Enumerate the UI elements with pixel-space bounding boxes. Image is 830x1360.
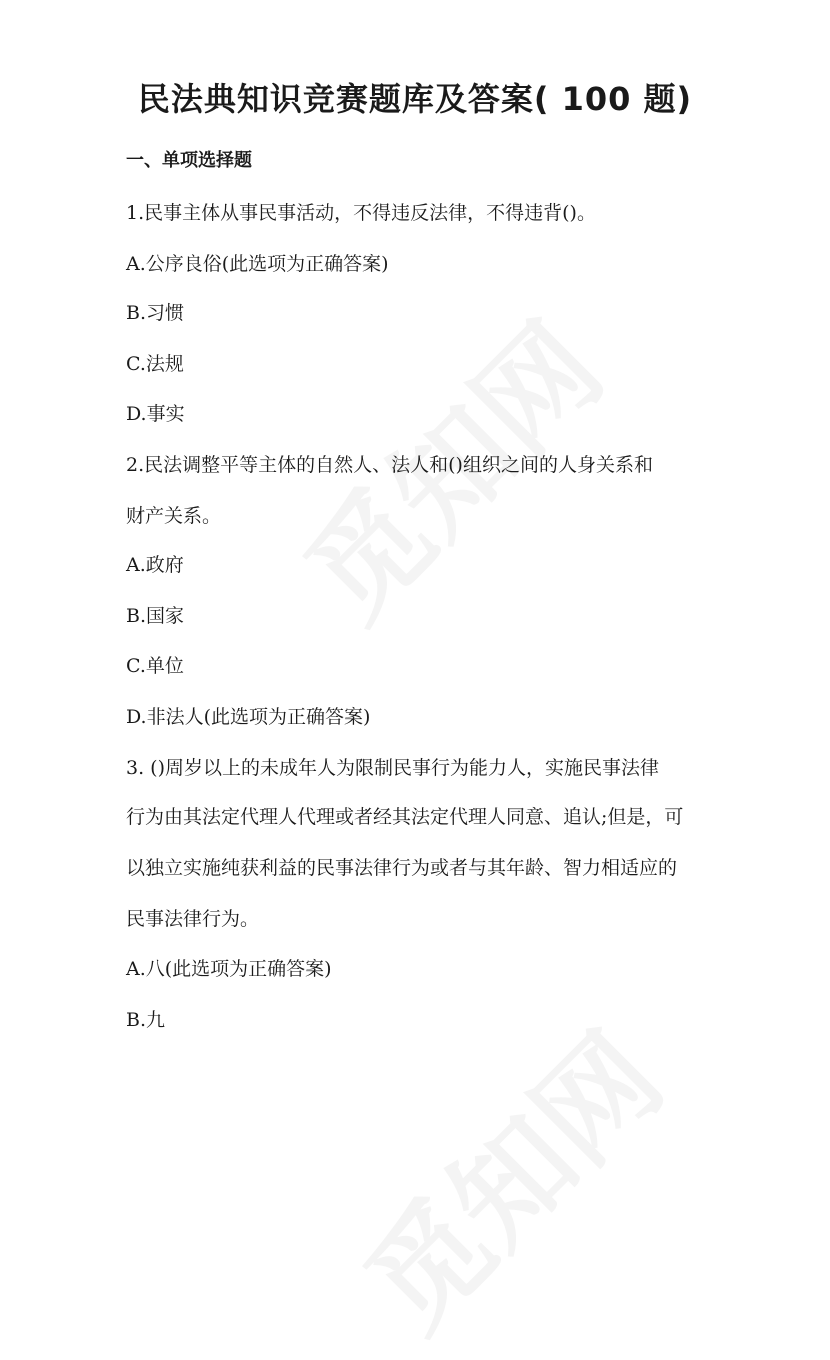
question-2-text-cont: 财产关系。 bbox=[126, 505, 222, 527]
question-2-option-b: B.国家 bbox=[126, 605, 185, 627]
document-title: 民法典知识竞赛题库及答案( 100 题) bbox=[137, 80, 693, 118]
question-3-text-cont: 民事法律行为。 bbox=[126, 908, 260, 930]
question-1-text: 1.民事主体从事民事活动，不得违反法律，不得违背()。 bbox=[126, 202, 596, 224]
question-3-text-cont: 以独立实施纯获利益的民事法律行为或者与其年龄、智力相适应的 bbox=[126, 857, 678, 879]
question-3-text-cont: 行为由其法定代理人代理或者经其法定代理人同意、追认;但是，可 bbox=[126, 806, 684, 828]
question-1-option-a: A.公序良俗(此选项为正确答案) bbox=[126, 253, 389, 275]
question-1-option-c: C.法规 bbox=[126, 353, 184, 375]
question-3-text: 3. ()周岁以上的未成年人为限制民事行为能力人，实施民事法律 bbox=[126, 757, 659, 779]
question-2-option-d: D.非法人(此选项为正确答案) bbox=[126, 706, 371, 728]
watermark bbox=[322, 990, 693, 1360]
question-3-option-b: B.九 bbox=[126, 1009, 166, 1031]
question-2-option-a: A.政府 bbox=[126, 554, 184, 576]
section-heading: 一、单项选择题 bbox=[126, 150, 252, 171]
question-3-option-a: A.八(此选项为正确答案) bbox=[126, 958, 332, 980]
question-2-text: 2.民法调整平等主体的自然人、法人和()组织之间的人身关系和 bbox=[126, 454, 653, 476]
question-1-option-b: B.习惯 bbox=[126, 302, 185, 324]
question-2-option-c: C.单位 bbox=[126, 655, 184, 677]
question-1-option-d: D.事实 bbox=[126, 403, 185, 425]
